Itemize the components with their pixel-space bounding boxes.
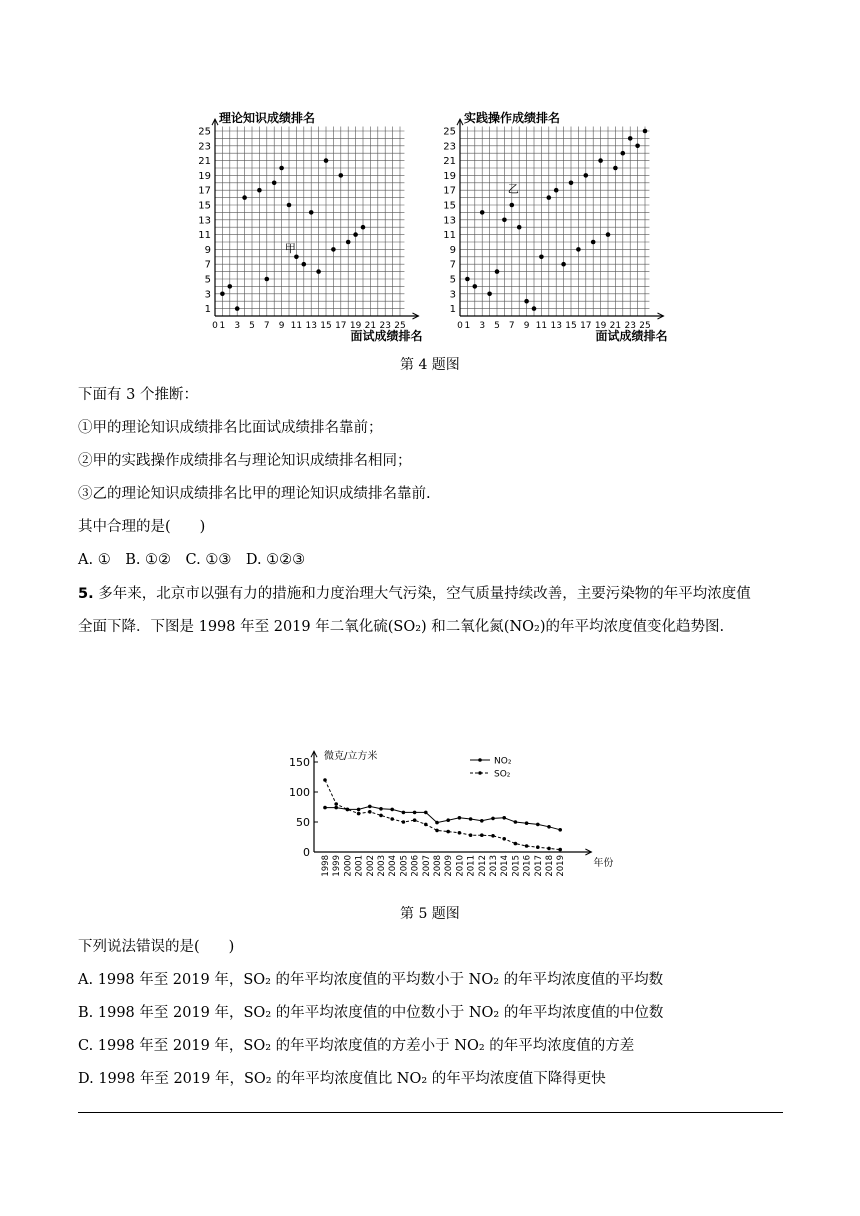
so2-point — [502, 837, 506, 841]
legend-so2-dot — [478, 771, 482, 775]
left-point — [309, 210, 314, 215]
left-x-tick: 7 — [263, 321, 270, 331]
so2-point — [424, 823, 428, 827]
left-x-tick: 11 — [290, 321, 303, 331]
left-point — [265, 277, 270, 282]
left-point — [324, 158, 329, 163]
line-x-tick: 2016 — [522, 855, 533, 877]
right-y-tick: 15 — [443, 200, 456, 212]
right-point — [524, 299, 529, 304]
so2-point — [379, 814, 383, 818]
right-point — [480, 210, 485, 215]
rank-scatter-left — [195, 110, 423, 345]
left-point — [242, 195, 247, 200]
right-y-tick: 7 — [449, 259, 456, 271]
left-y-tick: 5 — [204, 274, 211, 286]
right-point — [517, 225, 522, 230]
right-x-tick: 21 — [609, 321, 622, 331]
line-y-tick: 0 — [303, 846, 310, 859]
right-point — [606, 232, 611, 237]
left-point — [287, 203, 292, 208]
left-y-tick: 25 — [198, 126, 211, 138]
so2-point — [480, 833, 484, 837]
line-x-tick: 2004 — [388, 855, 399, 877]
left-x-tick: 25 — [394, 321, 406, 331]
q5-option-c: C. 1998 年至 2019 年，SO₂ 的年平均浓度值的方差小于 NO₂ 的年平均浓度值的方差 — [78, 1038, 635, 1054]
q4-statement-2: ②甲的实践操作成绩排名与理论知识成绩排名相同； — [78, 453, 412, 469]
right-point — [547, 195, 552, 200]
left-y-tick: 13 — [198, 215, 211, 227]
right-x-label: 面试成绩排名 — [595, 329, 668, 343]
right-point — [598, 158, 603, 163]
no2-point — [480, 819, 484, 823]
no2-point — [469, 817, 473, 821]
q4-options: A. ① B. ①② C. ①③ D. ①②③ — [78, 552, 306, 568]
line-x-label: 年份 — [593, 858, 614, 869]
left-x-tick: 15 — [320, 321, 332, 331]
bottom-divider — [78, 1112, 783, 1113]
right-point — [621, 151, 626, 156]
line-x-tick: 2006 — [410, 855, 421, 877]
left-point — [302, 262, 307, 267]
no2-point — [413, 811, 417, 815]
no2-point — [458, 816, 462, 820]
left-y-tick: 11 — [198, 230, 211, 242]
left-point — [272, 181, 277, 186]
right-x-tick: 5 — [494, 321, 500, 331]
so2-point — [469, 833, 473, 837]
left-point — [331, 247, 336, 252]
left-x-tick: 3 — [234, 321, 241, 331]
left-y-tick: 15 — [198, 200, 211, 212]
right-point — [532, 306, 537, 311]
right-point — [576, 247, 581, 252]
so2-line — [325, 780, 560, 850]
no2-point — [558, 828, 562, 832]
line-x-tick: 2007 — [421, 855, 432, 877]
left-x-tick: 9 — [278, 321, 285, 331]
no2-point — [402, 811, 406, 815]
so2-point — [435, 829, 439, 833]
so2-point — [323, 778, 327, 782]
q5-line-1 — [78, 584, 751, 604]
left-point — [235, 306, 240, 311]
line-x-tick: 2014 — [500, 855, 511, 877]
left-x-tick: 13 — [305, 321, 317, 331]
line-y-tick: 150 — [289, 756, 310, 769]
right-point — [487, 292, 492, 297]
left-point — [220, 292, 225, 297]
left-x-label: 面试成绩排名 — [350, 329, 423, 343]
line-x-tick: 2003 — [377, 855, 387, 877]
line-x-tick: 1999 — [332, 855, 343, 877]
right-point — [628, 136, 633, 141]
legend-no2-label: NO₂ — [494, 756, 512, 767]
right-y-tick: 3 — [449, 289, 456, 301]
so2-point — [368, 810, 372, 814]
right-point — [473, 284, 478, 289]
right-point — [635, 144, 640, 149]
right-y-tick: 17 — [443, 185, 456, 197]
left-point — [257, 188, 262, 193]
right-point — [539, 255, 544, 260]
so2-point — [458, 831, 462, 835]
line-x-tick: 2002 — [365, 855, 376, 877]
q5-stem-2: 全面下降．下图是 1998 年至 2019 年二氧化硫(SO₂) 和二氧化氮(NO₂)的年平均浓度值变化趋势图. — [78, 619, 725, 635]
legend-so2-label: SO₂ — [494, 769, 511, 780]
right-x-tick: 17 — [580, 321, 592, 331]
right-x-tick: 25 — [639, 321, 651, 331]
so2-point — [413, 818, 417, 822]
left-y-label: 理论知识成绩排名 — [219, 111, 316, 126]
no2-point — [525, 821, 529, 825]
right-y-tick: 19 — [443, 170, 456, 182]
left-point — [228, 284, 233, 289]
right-point — [561, 262, 566, 267]
left-y-tick: 23 — [198, 141, 211, 153]
q5-option-b: B. 1998 年至 2019 年，SO₂ 的年平均浓度值的中位数小于 NO₂ 的年平均浓度值的中位数 — [78, 1005, 664, 1021]
line-x-tick: 2000 — [343, 855, 354, 877]
no2-point — [390, 808, 394, 812]
left-x-tick: 17 — [335, 321, 347, 331]
left-x-tick: 19 — [349, 321, 362, 331]
legend-no2-dot — [478, 758, 482, 762]
left-x-tick: 5 — [249, 321, 255, 331]
right-point — [584, 173, 589, 178]
q5-option-a: A. 1998 年至 2019 年，SO₂ 的年平均浓度值的平均数小于 NO₂ 的年平均浓度值的平均数 — [78, 972, 664, 988]
line-y-tick: 50 — [296, 816, 310, 829]
no2-point — [334, 806, 338, 810]
so2-point — [357, 812, 361, 816]
right-point-label: 乙 — [507, 182, 519, 196]
left-point — [294, 255, 299, 260]
so2-point — [536, 845, 540, 849]
no2-point — [514, 820, 518, 824]
so2-point — [346, 808, 350, 812]
q4-question: 其中合理的是( ) — [78, 519, 206, 535]
line-x-tick: 2015 — [511, 855, 522, 877]
so2-point — [558, 848, 562, 852]
left-x-tick: 1 — [219, 321, 226, 331]
q5-question: 下列说法错误的是( ) — [78, 939, 235, 955]
left-y-tick: 9 — [204, 244, 211, 256]
so2-point — [514, 842, 518, 846]
right-x-tick: 3 — [479, 321, 486, 331]
q5-number: 5. — [78, 586, 94, 602]
q4-statement-1: ①甲的理论知识成绩排名比面试成绩排名靠前； — [78, 420, 383, 436]
line-y-label: 微克/立方米 — [324, 751, 378, 763]
left-y-tick: 1 — [204, 304, 211, 316]
right-point — [643, 129, 648, 134]
line-x-tick: 2019 — [556, 855, 567, 877]
no2-point — [547, 825, 551, 829]
line-x-tick: 2018 — [545, 855, 555, 877]
no2-point — [446, 818, 450, 822]
right-point — [495, 269, 500, 274]
right-point — [591, 240, 596, 245]
right-y-tick: 25 — [443, 126, 456, 138]
right-x-tick: 23 — [624, 321, 636, 331]
right-y-tick: 1 — [449, 304, 456, 316]
right-y-label: 实践操作成绩排名 — [464, 111, 561, 126]
q4-intro: 下面有 3 个推断： — [78, 387, 198, 403]
right-x-tick: 19 — [594, 321, 607, 331]
no2-point — [368, 805, 372, 809]
right-point — [613, 166, 618, 171]
line-x-tick: 2010 — [455, 855, 466, 877]
line-x-tick: 2011 — [466, 855, 477, 877]
right-x-tick: 7 — [508, 321, 515, 331]
line-x-tick: 2012 — [477, 855, 488, 877]
left-y-tick: 3 — [204, 289, 211, 301]
q5-option-d: D. 1998 年至 2019 年，SO₂ 的年平均浓度值比 NO₂ 的年平均浓度值下降得更快 — [78, 1071, 606, 1087]
left-point — [279, 166, 284, 171]
pollution-line-chart — [280, 740, 620, 885]
so2-point — [446, 830, 450, 834]
right-x-tick: 9 — [523, 321, 530, 331]
no2-point — [502, 816, 506, 820]
so2-point — [390, 817, 394, 821]
line-x-tick: 1998 — [321, 855, 331, 877]
right-point — [554, 188, 559, 193]
left-x-tick: 0 — [212, 321, 218, 331]
line-x-tick: 2005 — [399, 855, 410, 877]
no2-point — [435, 821, 439, 825]
left-y-tick: 7 — [204, 259, 211, 271]
line-x-tick: 2013 — [489, 855, 499, 877]
no2-point — [536, 823, 540, 827]
right-y-tick: 23 — [443, 141, 456, 153]
q4-statement-3: ③乙的理论知识成绩排名比甲的理论知识成绩排名靠前. — [78, 486, 431, 502]
right-point — [502, 218, 507, 223]
line-x-tick: 2008 — [433, 855, 443, 877]
left-point — [361, 225, 366, 230]
right-y-tick: 9 — [449, 244, 456, 256]
right-point — [569, 181, 574, 186]
right-x-tick: 13 — [550, 321, 562, 331]
right-y-tick: 5 — [449, 274, 456, 286]
right-y-tick: 11 — [443, 230, 456, 242]
left-y-tick: 19 — [198, 170, 211, 182]
left-point — [346, 240, 351, 245]
left-x-tick: 23 — [379, 321, 391, 331]
line-x-tick: 2001 — [354, 855, 365, 877]
line-x-tick: 2017 — [533, 855, 544, 877]
q5-stem-1: 多年来，北京市以强有力的措施和力度治理大气污染，空气质量持续改善，主要污染物的年平均浓度值 — [98, 586, 751, 602]
left-y-tick: 21 — [198, 156, 211, 168]
no2-point — [323, 806, 327, 810]
right-x-tick: 11 — [535, 321, 548, 331]
no2-point — [424, 811, 428, 815]
right-x-tick: 0 — [457, 321, 463, 331]
no2-point — [357, 808, 361, 812]
left-point — [316, 269, 321, 274]
no2-point — [379, 807, 383, 811]
rank-scatter-right — [440, 110, 670, 345]
line-y-tick: 100 — [289, 786, 310, 799]
left-point-label: 甲 — [284, 241, 296, 255]
fig4-caption: 第 4 题图 — [400, 357, 460, 373]
right-y-tick: 21 — [443, 156, 456, 168]
right-point — [465, 277, 470, 282]
line-x-tick: 2009 — [444, 855, 455, 877]
so2-point — [402, 820, 406, 824]
left-y-tick: 17 — [198, 185, 211, 197]
so2-point — [334, 802, 338, 806]
so2-point — [525, 844, 529, 848]
right-point — [510, 203, 515, 208]
no2-point — [491, 817, 495, 821]
fig5-caption: 第 5 题图 — [400, 906, 460, 922]
right-x-tick: 15 — [565, 321, 577, 331]
left-point — [339, 173, 344, 178]
left-x-tick: 21 — [364, 321, 377, 331]
left-point — [353, 232, 358, 237]
so2-point — [547, 847, 551, 851]
right-y-tick: 13 — [443, 215, 456, 227]
right-x-tick: 1 — [464, 321, 471, 331]
so2-point — [491, 834, 495, 838]
